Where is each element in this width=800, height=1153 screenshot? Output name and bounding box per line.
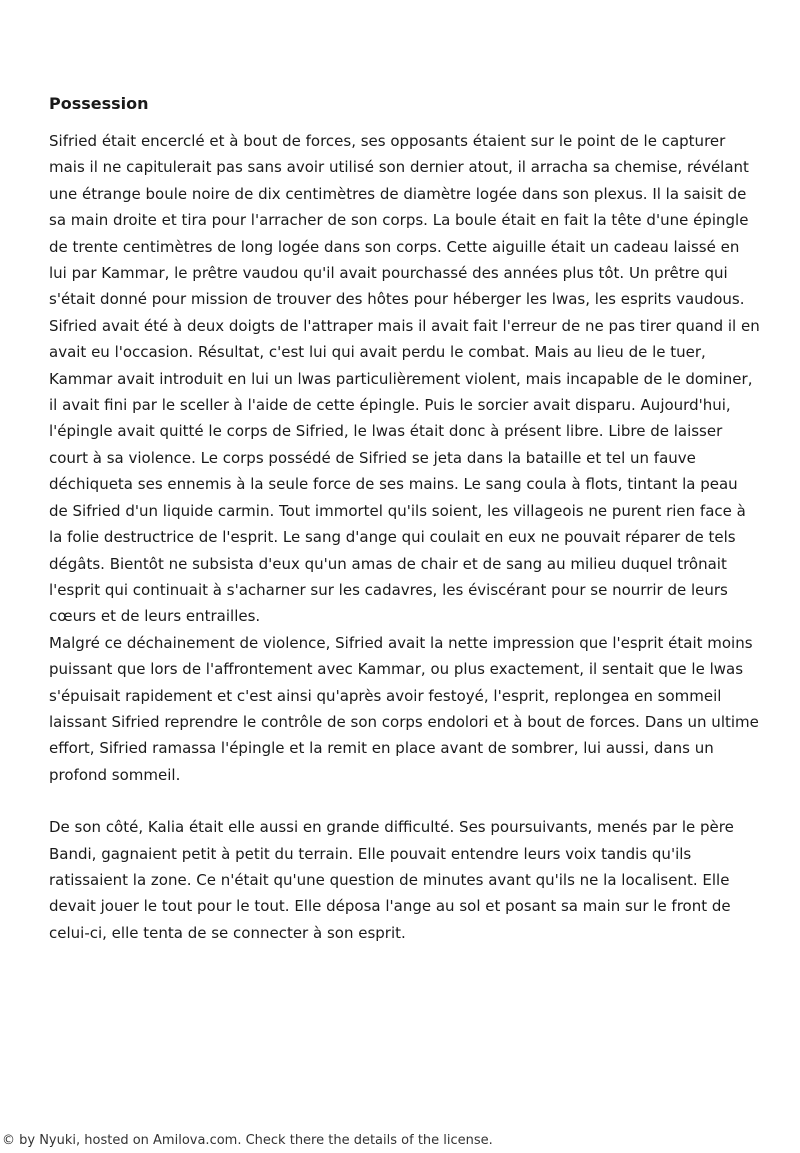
paragraph-3: De son côté, Kalia était elle aussi en grande difficulté. Ses poursuivants, menés par le père Bandi, gagnaient petit à petit du terrain. Elle pouvait entendre leurs voix tandis qu'ils ratissaient la zone. Ce n'était qu'une question de minutes avant qu'ils ne la localisent. Elle devait jouer le tout pour le tout. Elle déposa l'ange au sol et posant sa main sur le front de celui-ci, elle tenta de se connecter à son esprit.	[49, 818, 734, 942]
paragraph-1: Sifried était encerclé et à bout de forces, ses opposants étaient sur le point de le capturer mais il ne capitulerait pas sans avoir utilisé son dernier atout, il arracha sa chemise, révélant une étrange boule noire de dix centimètres de diamètre logée dans son plexus. Il la saisit de sa main droite et tira pour l'arracher de son corps. La boule était en fait la tête d'une épingle de trente centimètres de long logée dans son corps. Cette aiguille était un cadeau laissé en lui par Kammar, le prêtre vaudou qu'il avait pourchassé des années plus tôt. Un prêtre qui s'était donné pour mission de trouver des hôtes pour héberger les lwas, les esprits vaudous. Sifried avait été à deux doigts de l'attraper mais il avait fait l'erreur de ne pas tirer quand il en avait eu l'occasion. Résultat, c'est lui qui avait perdu le combat. Mais au lieu de le tuer, Kammar avait introduit en lui un lwas particulièrement violent, mais incapable de le dominer, il avait fini par le sceller à l'aide de cette épingle. Puis le sorcier avait disparu. Aujourd'hui, l'épingle avait quitté le corps de Sifried, le lwas était donc à présent libre. Libre de laisser court à sa violence. Le corps possédé de Sifried se jeta dans la bataille et tel un fauve déchiqueta ses ennemis à la seule force de ses mains. Le sang coula à flots, tintant la peau de Sifried d'un liquide carmin. Tout immortel qu'ils soient, les villageois ne purent rien face à la folie destructrice de l'esprit. Le sang d'ange qui coulait en eux ne pouvait réparer de tels dégâts. Bientôt ne subsista d'eux qu'un amas de chair et de sang au milieu duquel trônait l'esprit qui continuait à s'acharner sur les cadavres, les éviscérant pour se nourrir de leurs cœurs et de leurs entrailles.	[49, 132, 760, 626]
license-footer: © by Nyuki, hosted on Amilova.com. Check there the details of the license.	[2, 1133, 493, 1148]
chapter-title: Possession	[49, 94, 149, 113]
document-page	[49, 92, 761, 946]
paragraph-spacer	[49, 788, 761, 814]
paragraph-2: Malgré ce déchainement de violence, Sifried avait la nette impression que l'esprit était moins puissant que lors de l'affrontement avec Kammar, ou plus exactement, il sentait que le lwas s'épuisait rapidement et c'est ainsi qu'après avoir festoyé, l'esprit, replongea en sommeil laissant Sifried reprendre le contrôle de son corps endolori et à bout de forces. Dans un ultime effort, Sifried ramassa l'épingle et la remit en place avant de sombrer, lui aussi, dans un profond sommeil.	[49, 633, 759, 784]
